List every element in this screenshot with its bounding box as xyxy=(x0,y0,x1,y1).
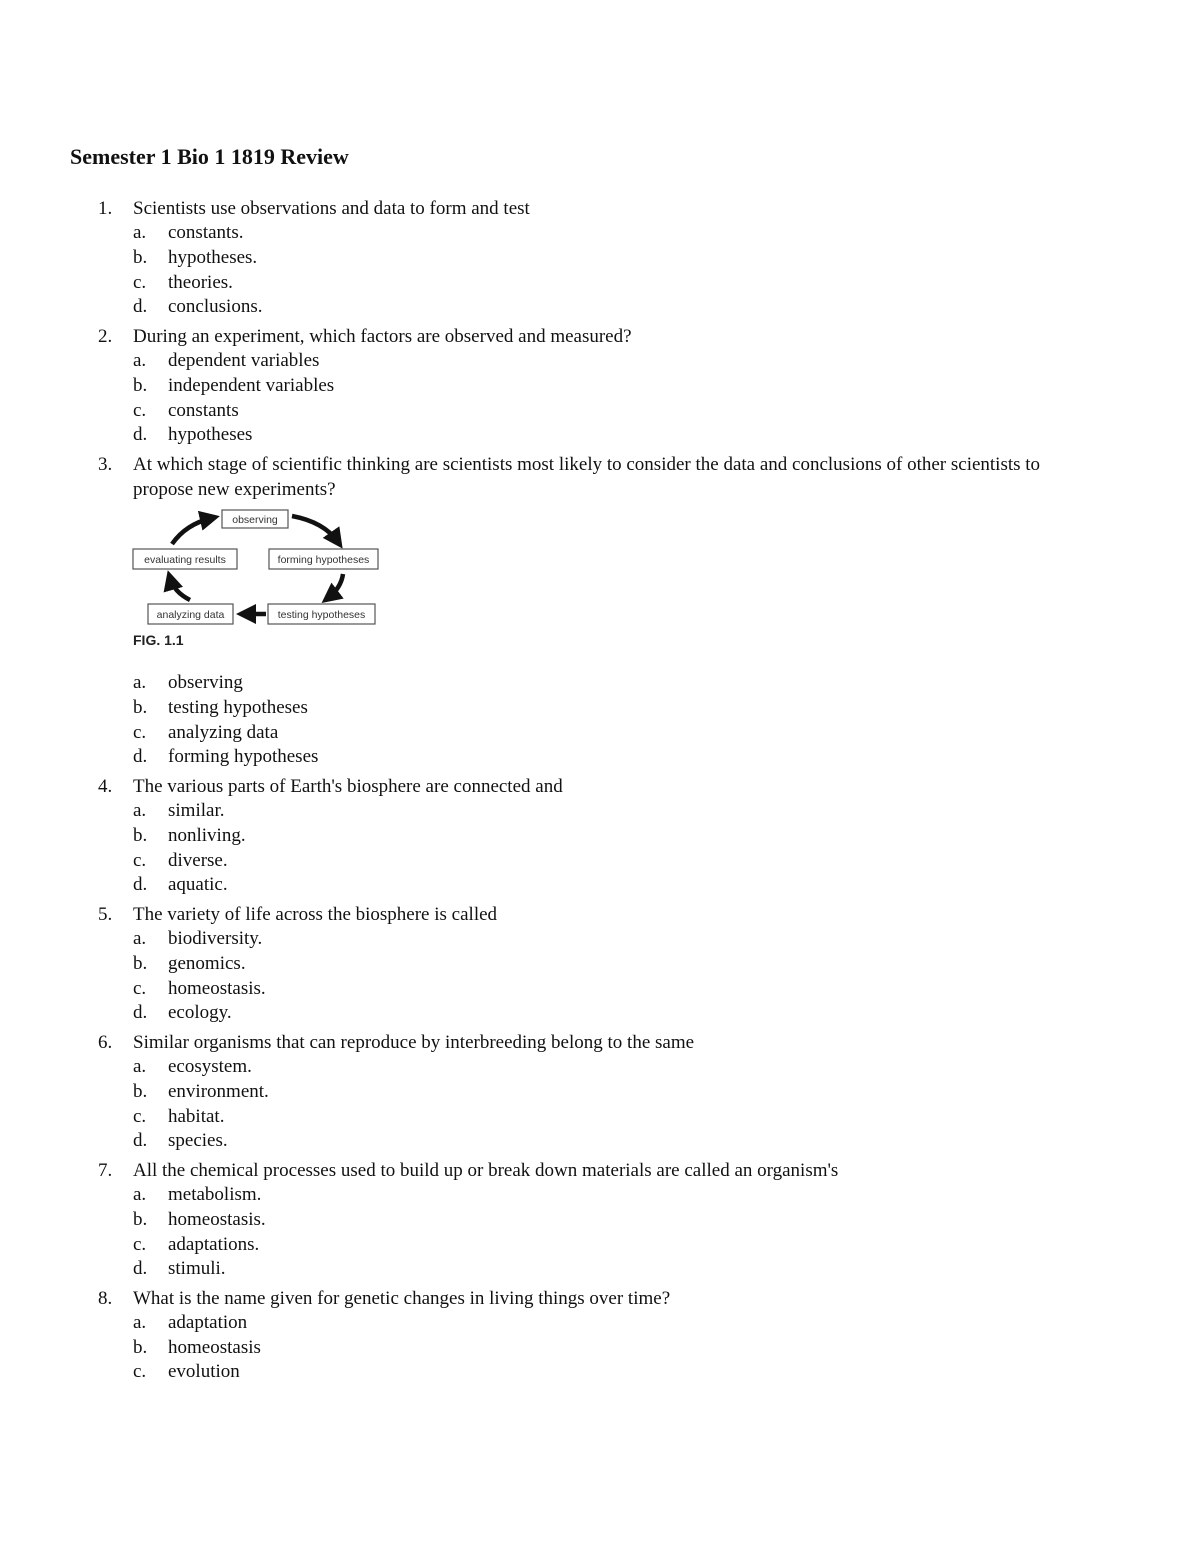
option-letter: b. xyxy=(133,246,148,268)
option-letter: b. xyxy=(133,1208,148,1230)
option-letter: b. xyxy=(133,952,148,974)
option-text: habitat. xyxy=(168,1105,225,1127)
answer-option xyxy=(0,799,1200,824)
question-row xyxy=(0,452,1200,502)
option-text: stimuli. xyxy=(168,1258,226,1280)
option-letter: a. xyxy=(133,672,147,694)
question-text: Scientists use observations and data to form and test xyxy=(133,198,530,219)
stage-box-observing xyxy=(222,510,288,528)
answer-option xyxy=(0,1183,1200,1208)
arrow-forming-to-testing xyxy=(328,574,343,598)
option-letter: d. xyxy=(133,874,148,896)
question-number: 8. xyxy=(98,1287,113,1309)
answer-option xyxy=(0,1055,1200,1080)
option-letter: c. xyxy=(133,399,147,421)
question-text: The variety of life across the biosphere is called xyxy=(133,904,498,926)
question-text: Similar organisms that can reproduce by interbreeding belong to the same xyxy=(133,1031,695,1053)
answer-option xyxy=(0,849,1200,874)
question-6 xyxy=(0,1030,1200,1154)
answer-option xyxy=(0,295,1200,320)
option-letter: b. xyxy=(133,697,148,718)
stage-label-evaluating: evaluating results xyxy=(144,554,226,567)
option-text: constants xyxy=(168,399,239,421)
answer-option xyxy=(0,952,1200,977)
option-letter: b. xyxy=(133,824,148,846)
question-4 xyxy=(0,774,1200,898)
question-5 xyxy=(0,902,1200,1026)
answer-option xyxy=(0,271,1200,296)
question-row xyxy=(0,902,1200,927)
option-text: homeostasis. xyxy=(168,1208,266,1230)
option-text: theories. xyxy=(168,271,233,293)
answer-option xyxy=(0,745,1200,770)
option-letter: d. xyxy=(133,1002,148,1024)
scientific-method-cycle-figure xyxy=(130,508,390,663)
option-text: evolution xyxy=(168,1361,240,1383)
question-number: 4. xyxy=(98,776,113,798)
option-text: ecosystem. xyxy=(168,1056,252,1078)
answer-option xyxy=(0,423,1200,448)
answer-option xyxy=(0,696,1200,721)
question-7 xyxy=(0,1158,1200,1282)
arrow-observing-to-forming xyxy=(292,516,338,542)
option-text: conclusions. xyxy=(168,296,263,318)
option-letter: c. xyxy=(133,1233,147,1255)
option-letter: a. xyxy=(133,1056,147,1078)
stage-box-testing-hypotheses xyxy=(268,604,375,624)
option-text: hypotheses. xyxy=(168,246,258,268)
option-letter: b. xyxy=(133,1336,148,1358)
question-1 xyxy=(0,196,1200,320)
option-text: forming hypotheses xyxy=(168,746,319,768)
question-number: 1. xyxy=(98,198,113,219)
option-letter: a. xyxy=(133,1312,147,1334)
answer-option xyxy=(0,873,1200,898)
option-letter: a. xyxy=(133,350,147,372)
arrow-evaluating-to-observing xyxy=(172,518,212,544)
answer-option xyxy=(0,1233,1200,1258)
question-number: 7. xyxy=(98,1159,113,1181)
option-text: independent variables xyxy=(168,374,335,396)
option-letter: c. xyxy=(133,849,147,871)
stage-label-testing: testing hypotheses xyxy=(277,609,366,622)
option-text: environment. xyxy=(168,1080,269,1102)
question-row xyxy=(0,1158,1200,1183)
question-8 xyxy=(0,1286,1200,1385)
answer-option xyxy=(0,1336,1200,1361)
option-letter: d. xyxy=(133,1130,148,1152)
stage-label-observing: observing xyxy=(232,514,278,527)
option-text: diverse. xyxy=(168,849,228,871)
question-2 xyxy=(0,324,1200,448)
option-text: constants. xyxy=(168,222,244,244)
stage-box-analyzing-data xyxy=(148,604,233,624)
option-text: observing xyxy=(168,672,243,694)
option-letter: a. xyxy=(133,222,147,244)
answer-option xyxy=(0,1257,1200,1282)
answer-option xyxy=(0,1360,1200,1385)
question-text: What is the name given for genetic changes in living things over time? xyxy=(133,1287,671,1309)
figure-caption: FIG. 1.1 xyxy=(133,632,184,649)
option-letter: c. xyxy=(133,977,147,999)
option-text: biodiversity. xyxy=(168,928,263,950)
option-text: genomics. xyxy=(168,952,246,974)
answer-option xyxy=(0,246,1200,271)
option-letter: c. xyxy=(133,1105,147,1127)
option-letter: c. xyxy=(133,271,147,293)
option-letter: a. xyxy=(133,800,147,822)
arrow-analyzing-to-evaluating xyxy=(170,578,190,600)
answer-option xyxy=(0,927,1200,952)
option-text: aquatic. xyxy=(168,874,228,896)
question-number: 2. xyxy=(98,325,113,347)
stage-label-analyzing: analyzing data xyxy=(156,609,225,622)
question-text: At which stage of scientific thinking are scientists most likely to consider the data and conclusions of other scientists to propose new experiments? xyxy=(133,453,1041,501)
answer-option xyxy=(0,671,1200,696)
option-letter: d. xyxy=(133,296,148,318)
option-letter: b. xyxy=(133,374,148,396)
question-3 xyxy=(0,452,1200,770)
option-text: analyzing data xyxy=(168,721,279,743)
answer-option xyxy=(0,349,1200,374)
question-row xyxy=(0,1286,1200,1311)
answer-option xyxy=(0,374,1200,399)
option-text: ecology. xyxy=(168,1002,232,1024)
answer-option xyxy=(0,721,1200,746)
question-row xyxy=(0,196,1200,221)
option-text: hypotheses xyxy=(168,424,253,446)
option-text: metabolism. xyxy=(168,1184,262,1206)
option-text: homeostasis xyxy=(168,1336,261,1358)
answer-option xyxy=(0,1105,1200,1130)
option-letter: c. xyxy=(133,721,147,743)
option-letter: b. xyxy=(133,1080,148,1102)
option-letter: a. xyxy=(133,1184,147,1206)
question-text: All the chemical processes used to build up or break down materials are called an organism's xyxy=(133,1159,839,1181)
question-number: 6. xyxy=(98,1031,113,1053)
option-letter: c. xyxy=(133,1361,147,1383)
answer-option xyxy=(0,824,1200,849)
answer-option xyxy=(0,399,1200,424)
question-row xyxy=(0,324,1200,349)
option-text: adaptation xyxy=(168,1312,248,1334)
stage-box-forming-hypotheses xyxy=(269,549,378,569)
option-letter: d. xyxy=(133,1258,148,1280)
option-letter: d. xyxy=(133,746,148,768)
stage-label-forming: forming hypotheses xyxy=(277,554,370,567)
answer-option xyxy=(0,1001,1200,1026)
answer-option xyxy=(0,977,1200,1002)
question-number: 3. xyxy=(98,453,113,475)
answer-option xyxy=(0,221,1200,246)
question-number: 5. xyxy=(98,904,113,926)
option-text: similar. xyxy=(168,800,225,822)
option-text: dependent variables xyxy=(168,350,320,372)
answer-option xyxy=(0,1208,1200,1233)
option-text: species. xyxy=(168,1130,228,1152)
document-title: Semester 1 Bio 1 1819 Review xyxy=(70,144,349,169)
answer-option xyxy=(0,1311,1200,1336)
question-row xyxy=(0,774,1200,799)
option-text: homeostasis. xyxy=(168,977,266,999)
question-text: The various parts of Earth's biosphere are connected and xyxy=(133,776,563,798)
question-row xyxy=(0,1030,1200,1055)
option-text: nonliving. xyxy=(168,824,246,846)
option-letter: a. xyxy=(133,928,147,950)
option-text: testing hypotheses xyxy=(168,697,308,718)
option-text: adaptations. xyxy=(168,1233,260,1255)
question-text: During an experiment, which factors are observed and measured? xyxy=(133,325,632,347)
question-list xyxy=(0,196,1200,1385)
option-letter: d. xyxy=(133,424,148,446)
stage-box-evaluating-results xyxy=(133,549,237,569)
answer-option xyxy=(0,1080,1200,1105)
answer-option xyxy=(0,1129,1200,1154)
